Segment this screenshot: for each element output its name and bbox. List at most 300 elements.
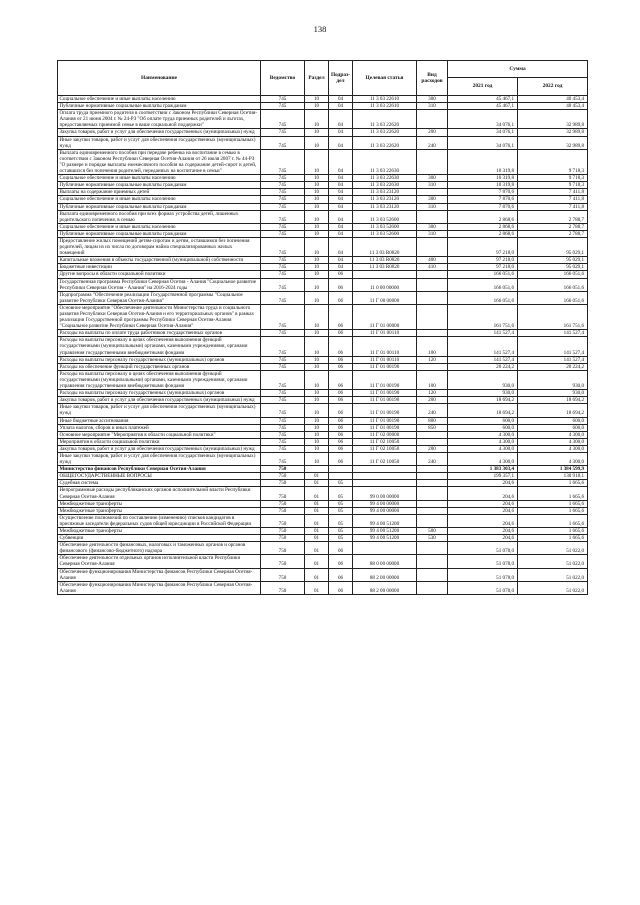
row-expense-type: [417, 487, 448, 500]
row-sum-2022: 9 718,3: [518, 175, 588, 182]
row-expense-type: 500: [417, 528, 448, 535]
row-sum-2021: 7 870,6: [448, 203, 518, 210]
row-name: Расходы на выплаты по оплате труда работников государственных органов: [58, 330, 261, 337]
row-department: 745: [261, 264, 305, 271]
header-year-2022: 2022 год: [518, 77, 588, 95]
row-sum-2022: 4 300,0: [518, 445, 588, 452]
row-name: Межбюджетные трансферты: [58, 500, 261, 507]
row-sum-2022: 1 665,6: [518, 514, 588, 527]
table-row: [58, 182, 588, 189]
row-section: 01: [305, 568, 329, 581]
row-sum-2022: 40 453,4: [518, 103, 588, 110]
row-section: [305, 466, 329, 473]
row-target-article: [353, 271, 417, 278]
row-section: 10: [305, 304, 329, 329]
table-row: [58, 291, 588, 304]
row-sum-2022: 4 300,0: [518, 452, 588, 465]
row-section: 10: [305, 370, 329, 389]
row-target-article: 11 3 03 R0820: [353, 257, 417, 264]
header-sum: Сумма: [448, 61, 588, 78]
row-section: 01: [305, 473, 329, 480]
row-section: 10: [305, 257, 329, 264]
row-name: Публичные нормативные социальные выплаты гражданам: [58, 182, 261, 189]
row-subsection: 06: [329, 356, 353, 363]
row-section: 10: [305, 182, 329, 189]
row-name: Непрограммные расходы республиканских органов исполнительной власти Республики Северная Осетия-Алания: [58, 487, 261, 500]
row-department: 745: [261, 210, 305, 223]
row-sum-2021: 51 078,0: [448, 568, 518, 581]
row-department: 750: [261, 542, 305, 555]
row-section: 01: [305, 555, 329, 568]
row-subsection: 04: [329, 175, 353, 182]
row-department: 745: [261, 363, 305, 370]
table-row: [58, 542, 588, 555]
row-department: 745: [261, 390, 305, 397]
row-sum-2022: 161 751,6: [518, 304, 588, 329]
row-department: 745: [261, 110, 305, 129]
row-section: 10: [305, 452, 329, 465]
row-name: Иные закупки товаров, работ и услуг для обеспечения государственных (муниципальных) нужд: [58, 136, 261, 149]
table-row: [58, 203, 588, 210]
header-expense-type: Вид расходов: [417, 61, 448, 96]
row-target-article: 11 Г 00 00000: [353, 291, 417, 304]
row-department: 745: [261, 291, 305, 304]
row-subsection: 06: [329, 363, 353, 370]
row-name: Социальное обеспечение и иные выплаты населению: [58, 223, 261, 230]
row-name: Расходы на обеспечение функций государственных органов: [58, 363, 261, 370]
row-target-article: 11 3 03 52600: [353, 223, 417, 230]
row-sum-2022: 930,0: [518, 370, 588, 389]
row-name: Министерство финансов Республики Северная Осетия-Алания: [58, 466, 261, 473]
row-department: 745: [261, 271, 305, 278]
row-sum-2021: 141 527,4: [448, 330, 518, 337]
row-name: Основное мероприятие "Мероприятия в области социальной политики": [58, 431, 261, 438]
row-sum-2022: 2 788,7: [518, 210, 588, 223]
row-section: 10: [305, 96, 329, 103]
row-section: 01: [305, 487, 329, 500]
row-sum-2021: 141 527,4: [448, 356, 518, 363]
table-row: [58, 397, 588, 404]
row-sum-2021: 10 319,8: [448, 182, 518, 189]
row-department: 745: [261, 96, 305, 103]
table-row: [58, 363, 588, 370]
row-section: 10: [305, 404, 329, 417]
row-name: Межбюджетные трансферты: [58, 528, 261, 535]
table-row: [58, 96, 588, 103]
row-subsection: 06: [329, 390, 353, 397]
row-section: 10: [305, 390, 329, 397]
row-sum-2021: 4 300,0: [448, 438, 518, 445]
row-subsection: 04: [329, 149, 353, 174]
row-sum-2022: 1 665,6: [518, 507, 588, 514]
row-name: Закупка товаров, работ и услуг для обеспечения государственных (муниципальных) нужд: [58, 129, 261, 136]
row-name: Расходы на выплаты персоналу государственных (муниципальных) органов: [58, 390, 261, 397]
row-expense-type: 310: [417, 203, 448, 210]
table-row: [58, 555, 588, 568]
row-target-article: 11 3 03 22620: [353, 110, 417, 129]
row-expense-type: 200: [417, 445, 448, 452]
row-sum-2022: 51 022,0: [518, 542, 588, 555]
row-target-article: 88 2 00 00000: [353, 581, 417, 594]
row-target-article: 11 Г 01 00110: [353, 356, 417, 363]
row-department: 750: [261, 487, 305, 500]
row-sum-2021: 600,0: [448, 424, 518, 431]
row-expense-type: [417, 500, 448, 507]
row-expense-type: [417, 291, 448, 304]
row-sum-2022: 1 665,6: [518, 487, 588, 500]
row-subsection: 06: [329, 581, 353, 594]
row-sum-2021: 204,6: [448, 514, 518, 527]
table-row: [58, 431, 588, 438]
row-subsection: 06: [329, 424, 353, 431]
row-target-article: 99 4 00 51200: [353, 514, 417, 527]
row-section: 10: [305, 129, 329, 136]
row-subsection: [329, 473, 353, 480]
row-name: Социальное обеспечение и иные выплаты населению: [58, 175, 261, 182]
row-section: 01: [305, 542, 329, 555]
row-target-article: 11 Г 01 00190: [353, 424, 417, 431]
row-sum-2022: 1 665,6: [518, 500, 588, 507]
row-expense-type: 240: [417, 452, 448, 465]
row-target-article: 11 Г 01 00190: [353, 363, 417, 370]
row-section: 01: [305, 581, 329, 594]
row-section: 10: [305, 110, 329, 129]
row-section: 10: [305, 149, 329, 174]
row-expense-type: [417, 507, 448, 514]
row-subsection: 04: [329, 110, 353, 129]
row-sum-2022: 32 989,8: [518, 136, 588, 149]
table-row: [58, 500, 588, 507]
row-target-article: 11 3 03 22630: [353, 182, 417, 189]
row-name: Капитальные вложения в объекты государственной (муниципальной) собственности: [58, 257, 261, 264]
row-target-article: 11 3 03 23120: [353, 189, 417, 196]
table-row: [58, 337, 588, 356]
table-row: [58, 535, 588, 542]
row-department: 750: [261, 514, 305, 527]
row-department: 745: [261, 356, 305, 363]
row-section: 01: [305, 514, 329, 527]
row-expense-type: [417, 466, 448, 473]
row-subsection: 06: [329, 278, 353, 291]
row-target-article: 11 3 03 R0820: [353, 264, 417, 271]
row-sum-2021: 600,0: [448, 417, 518, 424]
row-target-article: 11 Г 02 10050: [353, 438, 417, 445]
row-department: 745: [261, 304, 305, 329]
row-section: 10: [305, 175, 329, 182]
row-name: Основное мероприятие "Обеспечение деятельности Министерства труда и социального развития Республики Северная Осетия-Алания и его территориальных органов" в рамках реализации Государственной программы Республики Северная Осетия-Алания "Социальное развитие Республики Северная Осетия-Алания": [58, 304, 261, 329]
row-sum-2021: 166 051,6: [448, 291, 518, 304]
row-name: Публичные нормативные социальные выплаты гражданам: [58, 230, 261, 237]
row-subsection: 04: [329, 196, 353, 203]
table-row: [58, 568, 588, 581]
row-section: 10: [305, 337, 329, 356]
row-sum-2022: 2 788,7: [518, 223, 588, 230]
row-expense-type: [417, 278, 448, 291]
row-subsection: 04: [329, 264, 353, 271]
row-sum-2021: 34 076,1: [448, 110, 518, 129]
row-sum-2021: 51 078,0: [448, 581, 518, 594]
row-department: 745: [261, 257, 305, 264]
header-section: Раздел: [305, 61, 329, 96]
row-sum-2021: 45 467,1: [448, 103, 518, 110]
table-row: [58, 487, 588, 500]
row-expense-type: 300: [417, 196, 448, 203]
row-expense-type: [417, 271, 448, 278]
table-row: [58, 136, 588, 149]
row-department: 745: [261, 103, 305, 110]
row-subsection: 06: [329, 445, 353, 452]
row-section: 10: [305, 103, 329, 110]
row-target-article: 11 3 03 22620: [353, 136, 417, 149]
row-expense-type: 200: [417, 397, 448, 404]
row-subsection: 04: [329, 203, 353, 210]
row-subsection: 06: [329, 438, 353, 445]
row-sum-2021: 2 868,6: [448, 223, 518, 230]
row-section: 10: [305, 431, 329, 438]
row-name: Бюджетные инвестиции: [58, 264, 261, 271]
row-sum-2022: 18 694,2: [518, 397, 588, 404]
row-department: 745: [261, 136, 305, 149]
row-section: 10: [305, 210, 329, 223]
row-name: Мероприятия в области социальной политики: [58, 438, 261, 445]
row-target-article: 11 3 03 22620: [353, 129, 417, 136]
header-department: Ведомство: [261, 61, 305, 96]
row-subsection: 04: [329, 182, 353, 189]
row-expense-type: 800: [417, 417, 448, 424]
row-expense-type: [417, 581, 448, 594]
table-row: [58, 424, 588, 431]
row-expense-type: 410: [417, 264, 448, 271]
row-sum-2021: 161 751,6: [448, 304, 518, 329]
row-sum-2021: 204,6: [448, 507, 518, 514]
row-department: 745: [261, 337, 305, 356]
row-department: 745: [261, 203, 305, 210]
row-target-article: 11 Г 02 10050: [353, 445, 417, 452]
row-sum-2021: 7 870,6: [448, 196, 518, 203]
row-section: 01: [305, 500, 329, 507]
row-sum-2022: 40 453,4: [518, 96, 588, 103]
row-sum-2021: 18 694,2: [448, 404, 518, 417]
table-row: [58, 223, 588, 230]
row-subsection: 05: [329, 487, 353, 500]
row-sum-2021: 204,6: [448, 500, 518, 507]
row-department: 745: [261, 445, 305, 452]
table-row: [58, 438, 588, 445]
row-department: 745: [261, 237, 305, 256]
row-name: Судебная система: [58, 480, 261, 487]
row-sum-2022: 1 665,6: [518, 480, 588, 487]
row-expense-type: 120: [417, 356, 448, 363]
row-expense-type: [417, 431, 448, 438]
row-department: 745: [261, 175, 305, 182]
row-sum-2022: 1 665,6: [518, 528, 588, 535]
row-subsection: 04: [329, 96, 353, 103]
row-section: 10: [305, 424, 329, 431]
row-sum-2022: 20 224,2: [518, 363, 588, 370]
row-subsection: 04: [329, 237, 353, 256]
row-expense-type: [417, 555, 448, 568]
row-name: Межбюджетные трансферты: [58, 507, 261, 514]
row-target-article: 11 3 03 22610: [353, 96, 417, 103]
row-target-article: 11 Г 01 00190: [353, 417, 417, 424]
row-sum-2021: 2 868,6: [448, 230, 518, 237]
row-department: 750: [261, 581, 305, 594]
row-target-article: 11 3 03 22610: [353, 103, 417, 110]
header-name: Наименование: [58, 61, 261, 96]
row-name: Обеспечение деятельности финансовых, налоговых и таможенных органов и органов финансового (финансово-бюджетного) надзора: [58, 542, 261, 555]
row-sum-2021: 2 868,6: [448, 210, 518, 223]
row-section: 10: [305, 264, 329, 271]
row-sum-2022: 600,0: [518, 424, 588, 431]
row-subsection: 05: [329, 535, 353, 542]
table-row: [58, 278, 588, 291]
row-subsection: 06: [329, 291, 353, 304]
row-subsection: 06: [329, 568, 353, 581]
row-name: Обеспечение функционирования Министерства финансов Республики Северная Осетия-Алания: [58, 568, 261, 581]
row-sum-2021: 20 224,2: [448, 363, 518, 370]
row-target-article: 11 Г 01 00110: [353, 337, 417, 356]
row-expense-type: 400: [417, 257, 448, 264]
table-row: [58, 417, 588, 424]
row-sum-2022: 9 718,3: [518, 182, 588, 189]
row-section: 10: [305, 363, 329, 370]
row-expense-type: [417, 438, 448, 445]
table-row: [58, 103, 588, 110]
row-sum-2022: 95 029,1: [518, 264, 588, 271]
table-row: [58, 230, 588, 237]
row-target-article: 11 Г 02 10050: [353, 452, 417, 465]
row-sum-2022: 9 718,3: [518, 149, 588, 174]
row-name: Обеспечение деятельности отдельных органов исполнительной власти Республики Северная Осетия-Алания: [58, 555, 261, 568]
row-name: Обеспечение функционирования Министерства финансов Республики Северная Осетия-Алания: [58, 581, 261, 594]
row-sum-2021: 34 076,1: [448, 129, 518, 136]
row-subsection: 06: [329, 404, 353, 417]
row-subsection: 04: [329, 189, 353, 196]
row-target-article: 88 2 00 00000: [353, 568, 417, 581]
row-name: Осуществление полномочий по составлению (изменению) списков кандидатов в присяжные заседатели федеральных судов общей юрисдикции в Российской Федерации: [58, 514, 261, 527]
table-row: [58, 390, 588, 397]
row-expense-type: [417, 473, 448, 480]
row-expense-type: 300: [417, 223, 448, 230]
row-sum-2021: 204,6: [448, 528, 518, 535]
row-subsection: 04: [329, 210, 353, 223]
table-row: [58, 264, 588, 271]
row-sum-2022: 7 411,8: [518, 203, 588, 210]
row-name: Иные закупки товаров, работ и услуг для обеспечения государственных (муниципальных) нужд: [58, 452, 261, 465]
row-subsection: 04: [329, 257, 353, 264]
row-target-article: 11 3 03 52600: [353, 230, 417, 237]
row-section: 10: [305, 278, 329, 291]
row-sum-2022: 600,0: [518, 417, 588, 424]
row-sum-2021: 141 527,4: [448, 337, 518, 356]
table-row: [58, 210, 588, 223]
row-sum-2021: 7 870,6: [448, 189, 518, 196]
row-subsection: 06: [329, 555, 353, 568]
row-expense-type: [417, 237, 448, 256]
page-number: 138: [313, 24, 327, 34]
row-department: 745: [261, 182, 305, 189]
row-sum-2021: 930,0: [448, 390, 518, 397]
row-expense-type: [417, 568, 448, 581]
row-department: 745: [261, 397, 305, 404]
table-row: [58, 445, 588, 452]
row-target-article: 11 3 03 22630: [353, 175, 417, 182]
row-subsection: 04: [329, 129, 353, 136]
row-target-article: 99 4 00 51200: [353, 528, 417, 535]
row-subsection: 04: [329, 223, 353, 230]
table-row: [58, 330, 588, 337]
row-department: 745: [261, 230, 305, 237]
row-expense-type: 300: [417, 175, 448, 182]
row-subsection: 05: [329, 507, 353, 514]
row-department: 745: [261, 370, 305, 389]
row-sum-2021: 204,6: [448, 480, 518, 487]
row-department: 745: [261, 129, 305, 136]
row-name: Социальное обеспечение и иные выплаты населению: [58, 96, 261, 103]
table-row: [58, 110, 588, 129]
row-name: Расходы на выплаты персоналу в целях обеспечения выполнения функций государственными (муниципальными) органами, казенными учреждениями, органами управления государственными внебюджетными фондами: [58, 370, 261, 389]
row-section: 10: [305, 271, 329, 278]
row-sum-2022: 141 527,4: [518, 356, 588, 363]
row-section: 10: [305, 237, 329, 256]
row-expense-type: 200: [417, 129, 448, 136]
row-expense-type: [417, 110, 448, 129]
row-expense-type: 100: [417, 337, 448, 356]
row-subsection: 04: [329, 136, 353, 149]
row-sum-2022: 4 300,0: [518, 438, 588, 445]
row-target-article: 99 4 00 00000: [353, 507, 417, 514]
row-name: Выплата единовременного пособия при всех формах устройства детей, лишенных родительского попечения, в семью: [58, 210, 261, 223]
row-expense-type: [417, 149, 448, 174]
row-target-article: 99 4 00 00000: [353, 500, 417, 507]
table-row: [58, 466, 588, 473]
row-sum-2022: 166 051,6: [518, 291, 588, 304]
row-expense-type: 310: [417, 103, 448, 110]
row-department: 745: [261, 424, 305, 431]
row-section: 10: [305, 417, 329, 424]
row-subsection: 05: [329, 528, 353, 535]
row-department: 750: [261, 535, 305, 542]
row-subsection: 04: [329, 230, 353, 237]
row-section: 10: [305, 136, 329, 149]
row-target-article: 99 4 00 51200: [353, 535, 417, 542]
row-target-article: 11 3 03 52600: [353, 210, 417, 223]
row-expense-type: 850: [417, 424, 448, 431]
row-sum-2021: 166 051,6: [448, 278, 518, 291]
table-row: [58, 480, 588, 487]
row-department: 750: [261, 568, 305, 581]
row-expense-type: 310: [417, 230, 448, 237]
row-sum-2022: 930,0: [518, 390, 588, 397]
row-sum-2021: 18 694,2: [448, 397, 518, 404]
row-subsection: 06: [329, 417, 353, 424]
row-section: 01: [305, 507, 329, 514]
row-department: 745: [261, 438, 305, 445]
row-sum-2022: 51 022,0: [518, 568, 588, 581]
row-expense-type: [417, 542, 448, 555]
row-name: Уплата налогов, сборов и иных платежей: [58, 424, 261, 431]
row-target-article: 11 Г 01 00190: [353, 404, 417, 417]
row-target-article: [353, 480, 417, 487]
row-target-article: 11 Г 01 00190: [353, 397, 417, 404]
row-name: Оплата труда приемного родителя в соответствии с Законом Республики Северная Осетия-Алания от 21 июня 2004 г. № 24-РЗ "Об оплате труда приемных родителей и льготах, предоставляемых приемной семье в ваше социальной поддержки": [58, 110, 261, 129]
row-sum-2022: 32 989,8: [518, 129, 588, 136]
table-row: [58, 370, 588, 389]
row-sum-2022: 2 788,7: [518, 230, 588, 237]
row-name: Предоставление жилых помещений детям-сиротам и детям, оставшимся без попечения родителей, лицам из их числа по договорам найма специализированных жилых помещений: [58, 237, 261, 256]
row-department: 745: [261, 278, 305, 291]
row-expense-type: 310: [417, 182, 448, 189]
